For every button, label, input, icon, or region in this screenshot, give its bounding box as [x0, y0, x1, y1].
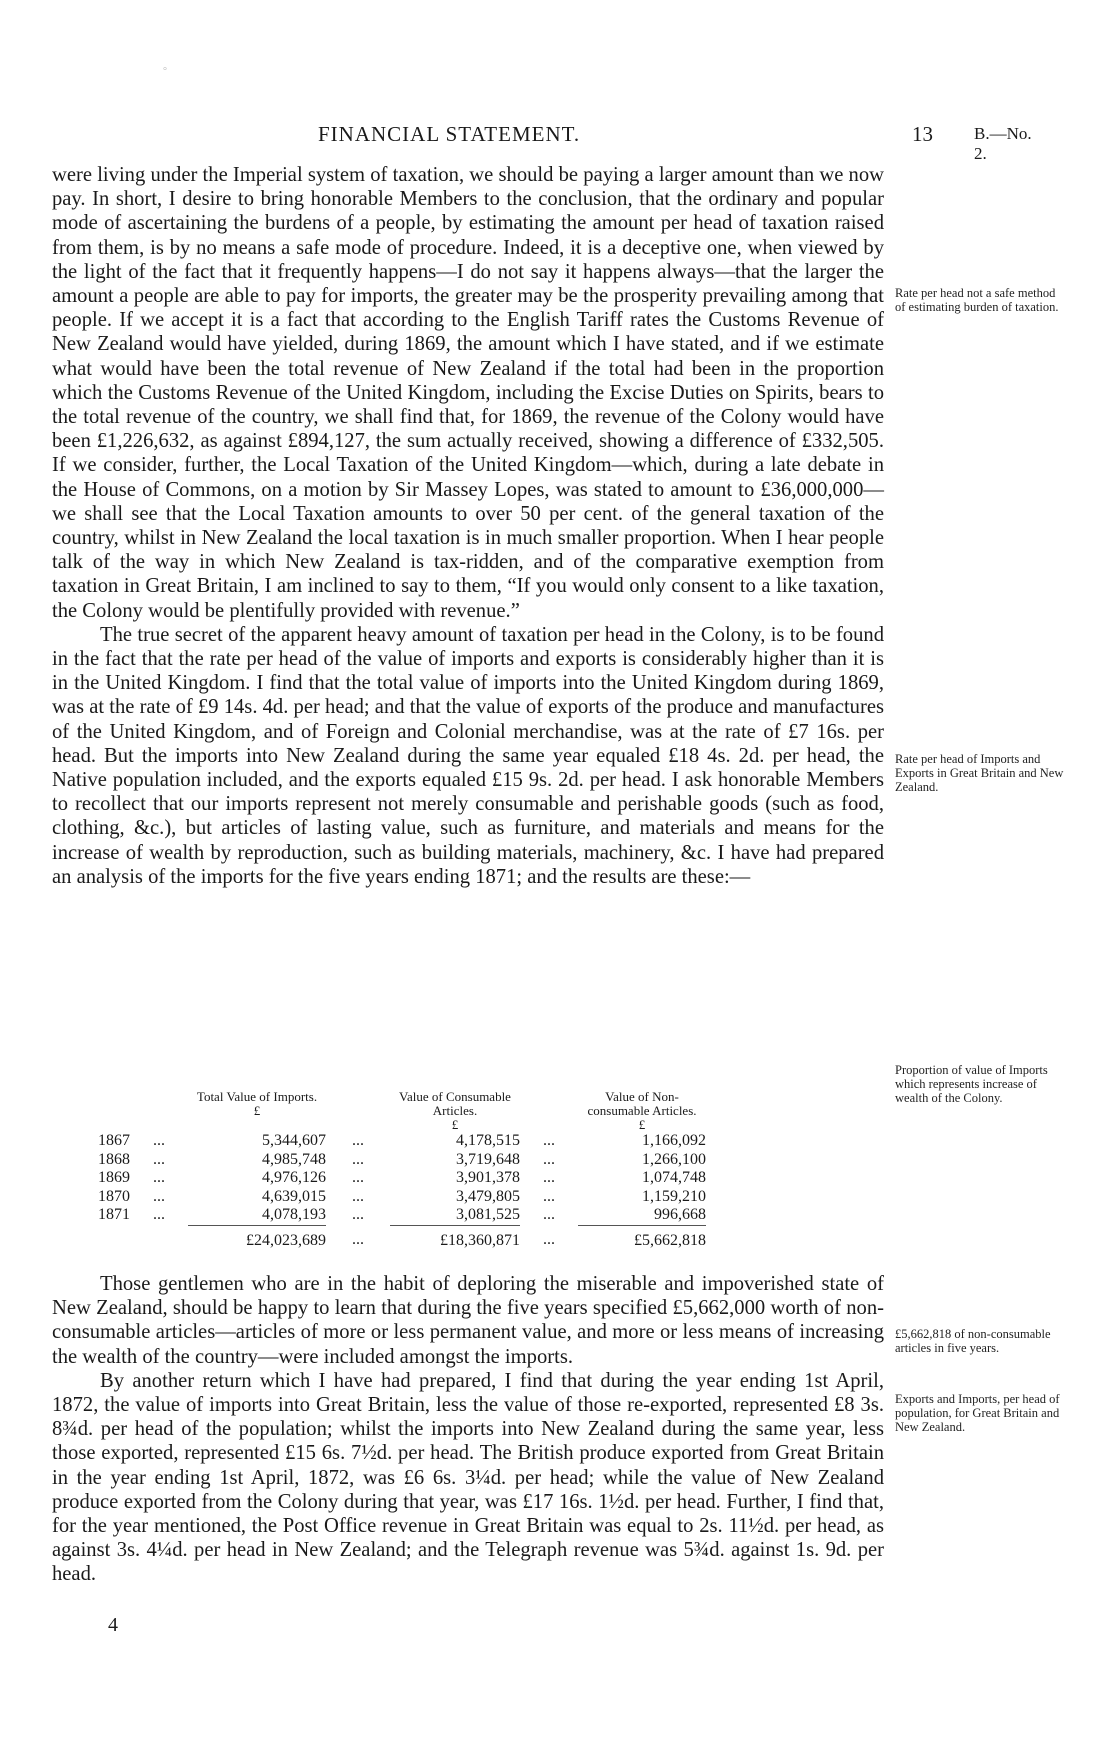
margin-note-1: Rate per head not a safe method of estimating burden of taxation.: [895, 286, 1059, 314]
paragraph-2: The true secret of the apparent heavy amount of taxation per head in the Colony, is to be found in the fact that the rate per head of the value of imports and exports is considerably higher than it is in the United Kingdom. I find that the total value of imports into the United Kingdom during 1869, was at the rate of £9 14s. 4d. per head; and that the value of exports of the produce and manufactures of the United Kingdom, and of Foreign and Colonial merchandise, was at the rate of £7 16s. per head. But the imports into New Zealand during the same year equaled £18 4s. 2d. per head, the Native population included, and the exports equaled £15 9s. 2d. per head. I ask honorable Members to recollect that our imports represent not merely consumable and perishable goods (such as food, clothing, &c.), but articles of lasting value, such as furniture, and materials and means for the increase of wealth by reproduction, such as building materials, machinery, &c. I have had prepared an analysis of the imports for the five years ending 1871; and the results are these:—: [52, 623, 884, 888]
col-header-consumable: Value of Consumable Articles. £: [399, 1089, 511, 1132]
signature-mark: 4: [108, 1614, 118, 1636]
page-number: 13: [912, 122, 933, 146]
imports-table-block: [52, 1090, 884, 1250]
paragraph-4: By another return which I have had prepared, I find that during the year ending 1st April, 1872, the value of imports into Great Britain, less the value of those re-exported, represented £8 3s. 8¾d. per head of the population; whilst the imports into New Zealand during the same year, less those exported, represented £15 6s. 7½d. per head. The British produce exported from Great Britain in the year ending 1st April, 1872, was £6 6s. 3¼d. per head; while the value of New Zealand produce exported from the Colony during that year, was £17 16s. 1½d. per head. Further, I find that, for the year mentioned, the Post Office revenue in Great Britain was equal to 2s. 11½d. per head, as against 3s. 4¼d. per head in New Zealand; and the Telegraph revenue was 5¾d. against 1s. 9d. per head.: [52, 1369, 884, 1586]
margin-note-3: Proportion of value of Imports which represents increase of wealth of the Colony.: [895, 1063, 1048, 1105]
table-row: 1869 ... 4,976,126 ... 3,901,378 ... 1,074,748: [98, 1169, 706, 1186]
margin-note-5: Exports and Imports, per head of population, for Great Britain and New Zealand.: [895, 1392, 1060, 1434]
col-header-total: Total Value of Imports. £: [196, 1089, 318, 1118]
body-text-lower: [52, 1272, 884, 1587]
paragraph-3: Those gentlemen who are in the habit of deploring the miserable and impoverished state of New Zealand, should be happy to learn that during the five years specified £5,662,000 worth of non-consumable articles—articles of more or less permanent value, and more or less means of increasing the wealth of the country—were included amongst the imports.: [52, 1273, 884, 1368]
total-imports: £24,023,689: [188, 1225, 326, 1250]
paper-reference: B.—No. 2.: [974, 124, 1032, 163]
margin-note-4: £5,662,818 of non-consumable articles in five years.: [895, 1327, 1051, 1355]
imports-table: [52, 1090, 706, 1250]
total-consumable: £18,360,871: [390, 1225, 520, 1250]
table-row: 1868 ... 4,985,748 ... 3,719,648 ... 1,266,100: [98, 1150, 706, 1168]
margin-note-2: Rate per head of Imports and Exports in Great Britain and New Zealand.: [895, 752, 1064, 794]
scan-speck: °: [163, 66, 167, 77]
page-header: [52, 122, 1042, 163]
table-row: 1871 ... 4,078,193 ... 3,081,525 ... 996,668: [98, 1206, 706, 1224]
table-row: 1870 ... 4,639,015 ... 3,479,805 ... 1,159,210: [98, 1187, 706, 1205]
table-header-row: [52, 1090, 706, 1132]
table-row: 1867 ... 5,344,607 ... 4,178,515 ... 1,166,092: [98, 1132, 706, 1149]
table-totals-row: £24,023,689 ... £18,360,871 ... £5,662,818: [52, 1225, 706, 1250]
running-title: FINANCIAL STATEMENT.: [318, 122, 581, 146]
paragraph-1: were living under the Imperial system of taxation, we should be paying a larger amount than we now pay. In short, I desire to bring honorable Members to the conclusion, that the ordinary and popular mode of ascertaining the burdens of a people, by estimating the amount per head of taxation raised from them, is by no means a safe mode of procedure. Indeed, it is a deceptive one, when viewed by the light of the fact that it frequently happens—I do not say it happens always—that the larger the amount a people are able to pay for imports, the greater may be the prosperity prevailing among that people. If we accept it is a fact that according to the English Tariff rates the Customs Revenue of New Zealand would have yielded, during 1869, the amount which I have stated, and if we estimate what would have been the total revenue of New Zealand if the total had been in the proportion which the Customs Revenue of the United Kingdom, including the Excise Duties on Spirits, bears to the total revenue of the country, we shall find that, for 1869, the revenue of the Colony would have been £1,226,632, as against £894,127, the sum actually received, showing a difference of £332,505. If we consider, further, the Local Taxation of the United Kingdom—which, during a late debate in the House of Commons, on a motion by Sir Massey Lopes, was stated to amount to £36,000,000—we shall see that the Local Taxation amounts to over 50 per cent. of the general taxation of the country, whilst in New Zealand the local taxation is in much smaller proportion. When I hear people talk of the way in which New Zealand is tax-ridden, and of the comparative exemption from taxation in Great Britain, I am inclined to say to them, “If you would only consent to a like taxation, the Colony would be plentifully provided with revenue.”: [52, 164, 884, 622]
col-header-non-consumable: Value of Non-consumable Articles. £: [587, 1089, 697, 1132]
body-text-upper: [52, 163, 884, 889]
total-non-consumable: £5,662,818: [578, 1225, 706, 1250]
